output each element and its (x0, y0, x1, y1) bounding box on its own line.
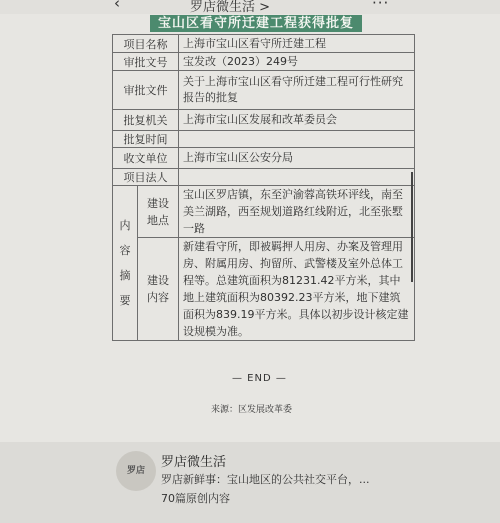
row-value: 关于上海市宝山区看守所迁建工程可行性研究报告的批复 (179, 71, 415, 110)
more-icon[interactable]: ··· (372, 0, 390, 12)
table-row (113, 186, 415, 238)
row-label: 项目名称 (113, 35, 179, 53)
table-row (113, 53, 415, 71)
account-description: 罗店新鲜事：宝山地区的公共社交平台，... (161, 473, 370, 486)
account-link[interactable]: 罗店微生活 > (190, 0, 271, 15)
row-label: 审批文件 (113, 71, 179, 110)
source-text: 来源：区发展改革委 (211, 405, 293, 415)
account-name[interactable]: 罗店微生活 (161, 455, 227, 470)
site-label: 建设地点 (138, 186, 179, 238)
row-label: 批复机关 (113, 110, 179, 131)
approval-table (112, 34, 415, 341)
row-label: 收文单位 (113, 148, 179, 169)
row-value: 上海市宝山区公安分局 (179, 148, 415, 169)
table-row (113, 131, 415, 148)
table-row (113, 238, 415, 341)
content-value: 新建看守所，即被羁押人用房、办案及管理用房、附属用房、拘留所、武警楼及室外总体工程等。总建筑面积为81231.42平方米，其中地上建筑面积为80392.23平方米，地下建筑面积为839.19平方米。具体以初步设计核定建设规模为准。 (179, 238, 415, 341)
table-row (113, 148, 415, 169)
article-title-banner: 宝山区看守所迁建工程获得批复 (150, 15, 362, 32)
table-row (113, 35, 415, 53)
row-label: 项目法人 (113, 169, 179, 186)
scroll-indicator (411, 172, 413, 282)
table-row (113, 169, 415, 186)
back-icon[interactable]: ‹ (114, 0, 120, 12)
account-logo[interactable]: 罗店 (116, 451, 156, 491)
table-row (113, 71, 415, 110)
row-value (179, 169, 415, 186)
row-value: 宝发改（2023）249号 (179, 53, 415, 71)
end-marker: — END — (232, 373, 287, 384)
summary-label: 内容摘要 (113, 186, 138, 341)
table-row (113, 110, 415, 131)
row-value: 上海市宝山区发展和改革委员会 (179, 110, 415, 131)
row-label: 批复时间 (113, 131, 179, 148)
site-value: 宝山区罗店镇，东至沪渝蓉高铁环评线，南至美兰湖路，西至规划道路红线附近，北至张墅一路 (179, 186, 415, 238)
article-count: 70篇原创内容 (161, 492, 230, 505)
content-label: 建设内容 (138, 238, 179, 341)
row-value: 上海市宝山区看守所迁建工程 (179, 35, 415, 53)
row-value (179, 131, 415, 148)
row-label: 审批文号 (113, 53, 179, 71)
